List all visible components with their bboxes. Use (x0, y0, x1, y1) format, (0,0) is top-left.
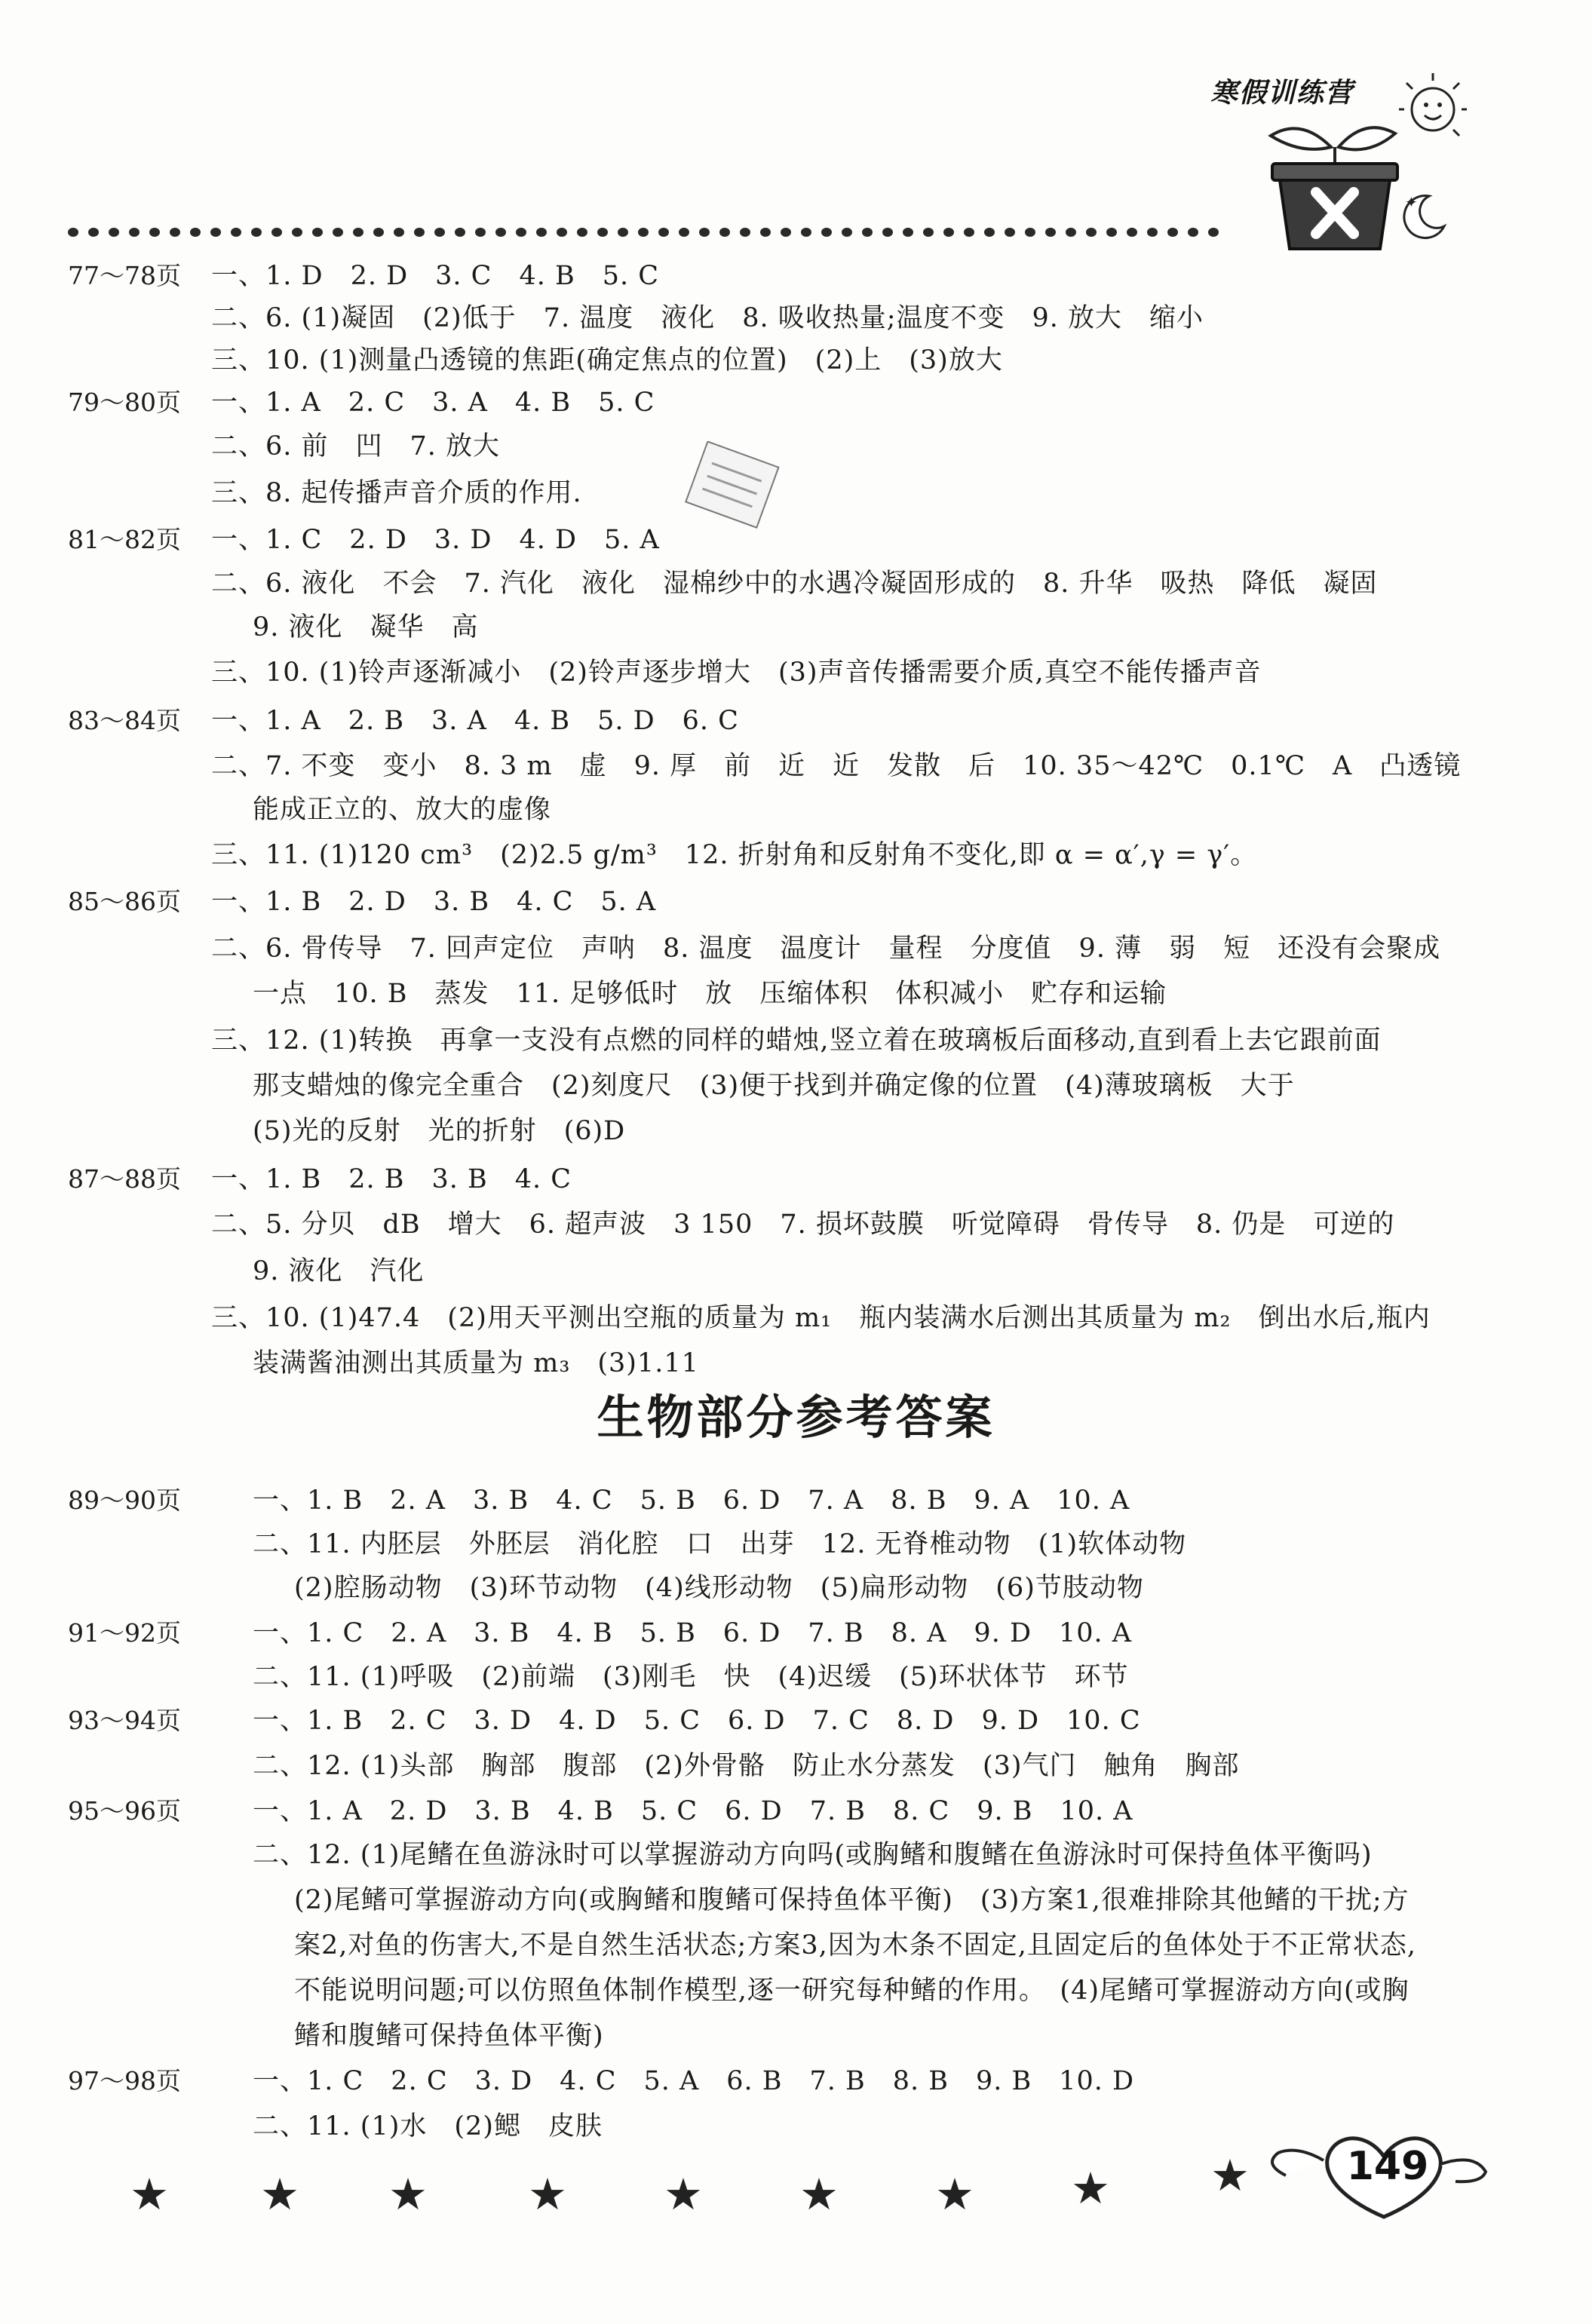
stamp-decoration (679, 441, 784, 532)
page-range-label: 95～96页 (68, 1796, 181, 1826)
divider-dot (455, 228, 465, 237)
divider-dot (68, 228, 78, 237)
divider-dot (1086, 228, 1097, 237)
divider-dot (1208, 228, 1219, 237)
divider-dot (1045, 228, 1056, 237)
divider-dot (210, 228, 221, 237)
divider-dot (536, 228, 547, 237)
divider-dot (495, 228, 506, 237)
answer-line: 三、11. (1)120 cm³ (2)2.5 g/m³ 12. 折射角和反射角不变化,即 α = α′,γ = γ′。 (211, 840, 1258, 870)
star-icon: ★ (799, 2169, 839, 2220)
page-range-label: 85～86页 (68, 887, 181, 916)
divider-dot (618, 228, 628, 237)
answer-line: 二、12. (1)尾鳍在鱼游泳时可以掌握游动方向吗(或胸鳍和腹鳍在鱼游泳时可保持鱼体平衡吗) (253, 1840, 1373, 1870)
divider-dot (292, 228, 302, 237)
page-range-label: 97～98页 (68, 2066, 181, 2096)
answer-line: 一、1. B 2. C 3. D 4. D 5. C 6. D 7. C 8. D 9. D 10. C (253, 1706, 1141, 1736)
answer-line: 鳍和腹鳍可保持鱼体平衡) (294, 2021, 604, 2051)
divider-dot (964, 228, 974, 237)
page-range-label: 81～82页 (68, 525, 181, 554)
star-icon: ★ (1071, 2163, 1110, 2214)
divider-dot (312, 228, 323, 237)
answer-line: 一、1. A 2. B 3. A 4. B 5. D 6. C (211, 706, 739, 736)
answer-line: 一、1. C 2. C 3. D 4. C 5. A 6. B 7. B 8. B 9. B 10. D (253, 2066, 1135, 2096)
divider-dot (781, 228, 791, 237)
answer-line: 一、1. A 2. C 3. A 4. B 5. C (211, 388, 655, 418)
answer-line: 能成正立的、放大的虚像 (253, 795, 552, 825)
divider-dot (1005, 228, 1015, 237)
answer-line: 一、1. B 2. B 3. B 4. C (211, 1164, 572, 1194)
divider-dot (271, 228, 282, 237)
answer-line: 案2,对鱼的伤害大,不是自然生活状态;方案3,因为木条不固定,且固定后的鱼体处于不正常状态, (294, 1930, 1416, 1961)
divider-dot (1188, 228, 1198, 237)
star-icon: ★ (388, 2169, 428, 2220)
answer-line: 三、10. (1)47.4 (2)用天平测出空瓶的质量为 m₁ 瓶内装满水后测出其质量为 m₂ 倒出水后,瓶内 (211, 1303, 1431, 1333)
divider-dot (557, 228, 567, 237)
answer-line: 三、10. (1)测量凸透镜的焦距(确定焦点的位置) (2)上 (3)放大 (211, 345, 1003, 376)
divider-dot (353, 228, 363, 237)
answer-line: 一、1. A 2. D 3. B 4. B 5. C 6. D 7. B 8. C 9. B 10. A (253, 1796, 1133, 1826)
answer-line: 二、11. 内胚层 外胚层 消化腔 口 出芽 12. 无脊椎动物 (1)软体动物 (253, 1529, 1187, 1559)
svg-text:✦: ✦ (1405, 193, 1418, 211)
answer-line: (5)光的反射 光的折射 (6)D (253, 1116, 626, 1146)
star-icon: ★ (1210, 2150, 1250, 2201)
answer-line: 二、6. (1)凝固 (2)低于 7. 温度 液化 8. 吸收热量;温度不变 9. 放大 缩小 (211, 303, 1204, 333)
answer-line: 三、12. (1)转换 再拿一支没有点燃的同样的蜡烛,竖立着在玻璃板后面移动,直到看上去它跟前面 (211, 1026, 1382, 1056)
divider-dot (251, 228, 262, 237)
answer-line: (2)腔肠动物 (3)环节动物 (4)线形动物 (5)扁形动物 (6)节肢动物 (294, 1573, 1144, 1603)
dotted-divider (68, 225, 1229, 243)
page-range-label: 79～80页 (68, 388, 181, 417)
divider-dot (170, 228, 180, 237)
divider-dot (333, 228, 343, 237)
answer-line: 一、1. C 2. D 3. D 4. D 5. A (211, 525, 660, 555)
divider-dot (1127, 228, 1137, 237)
answer-line: 三、8. 起传播声音介质的作用. (211, 478, 582, 508)
answer-line: 三、10. (1)铃声逐渐减小 (2)铃声逐步增大 (3)声音传播需要介质,真空不能传播声音 (211, 658, 1262, 688)
divider-dot (1167, 228, 1178, 237)
divider-dot (923, 228, 934, 237)
divider-dot (597, 228, 608, 237)
divider-dot (1147, 228, 1158, 237)
divider-dot (373, 228, 384, 237)
answer-line: 一、1. C 2. A 3. B 4. B 5. B 6. D 7. B 8. A 9. D 10. A (253, 1618, 1133, 1648)
divider-dot (1106, 228, 1117, 237)
page-number-badge (1256, 2123, 1497, 2228)
divider-dot (801, 228, 811, 237)
divider-dot (760, 228, 771, 237)
divider-dot (699, 228, 710, 237)
divider-dot (984, 228, 995, 237)
answer-line: 一、1. B 2. A 3. B 4. C 5. B 6. D 7. A 8. B 9. A 10. A (253, 1485, 1130, 1516)
divider-dot (842, 228, 852, 237)
divider-dot (719, 228, 730, 237)
divider-dot (231, 228, 241, 237)
section-title: 生物部分参考答案 (597, 1390, 995, 1445)
divider-dot (129, 228, 140, 237)
divider-dot (516, 228, 526, 237)
divider-dot (821, 228, 832, 237)
page-number: 149 (1346, 2144, 1429, 2189)
divider-dot (882, 228, 893, 237)
page-range-label: 93～94页 (68, 1706, 181, 1735)
answer-line: 二、5. 分贝 dB 增大 6. 超声波 3 150 7. 损坏鼓膜 听觉障碍 骨传导 8. 仍是 可逆的 (211, 1210, 1395, 1240)
answer-line: 二、11. (1)呼吸 (2)前端 (3)刚毛 快 (4)迟缓 (5)环状体节 环节 (253, 1662, 1129, 1692)
divider-dot (394, 228, 404, 237)
answer-line: 二、6. 骨传导 7. 回声定位 声呐 8. 温度 温度计 量程 分度值 9. 薄 弱 短 还没有会聚成 (211, 934, 1441, 964)
answer-line: 二、11. (1)水 (2)鳃 皮肤 (253, 2111, 603, 2142)
divider-dot (149, 228, 160, 237)
answer-line: 那支蜡烛的像完全重合 (2)刻度尺 (3)便于找到并确定像的位置 (4)薄玻璃板 大于 (253, 1071, 1295, 1101)
star-icon: ★ (528, 2169, 567, 2220)
divider-dot (190, 228, 201, 237)
page-range-label: 91～92页 (68, 1618, 181, 1648)
logo-text: 寒假训练营 (1210, 78, 1354, 109)
answer-line: 一、1. D 2. D 3. C 4. B 5. C (211, 261, 659, 291)
divider-dot (434, 228, 445, 237)
divider-dot (658, 228, 669, 237)
divider-dot (943, 228, 954, 237)
answer-line: (2)尾鳍可掌握游动方向(或胸鳍和腹鳍可保持鱼体平衡) (3)方案1,很难排除其他鳍的干扰;方 (294, 1885, 1409, 1915)
answer-line: 装满酱油测出其质量为 m₃ (3)1.11 (253, 1348, 699, 1378)
page-range-label: 77～78页 (68, 261, 181, 290)
divider-dot (679, 228, 689, 237)
page-range-label: 83～84页 (68, 706, 181, 735)
divider-dot (638, 228, 649, 237)
divider-dot (1066, 228, 1076, 237)
divider-dot (862, 228, 873, 237)
answer-line: 二、12. (1)头部 胸部 腹部 (2)外骨骼 防止水分蒸发 (3)气门 触角 胸部 (253, 1751, 1240, 1781)
answer-line: 二、6. 前 凹 7. 放大 (211, 431, 501, 461)
answer-line: 9. 液化 汽化 (253, 1256, 425, 1286)
divider-dot (740, 228, 750, 237)
divider-dot (1025, 228, 1035, 237)
answer-line: 二、6. 液化 不会 7. 汽化 液化 湿棉纱中的水遇冷凝固形成的 8. 升华 吸热 降低 凝固 (211, 569, 1378, 599)
divider-dot (475, 228, 486, 237)
star-icon: ★ (935, 2169, 974, 2220)
divider-dot (88, 228, 99, 237)
star-icon: ★ (664, 2169, 703, 2220)
header-logo (1210, 64, 1467, 260)
star-icon: ★ (130, 2169, 169, 2220)
answer-line: 一点 10. B 蒸发 11. 足够低时 放 压缩体积 体积减小 贮存和运输 (253, 979, 1167, 1009)
page-range-label: 89～90页 (68, 1485, 181, 1515)
answer-line: 不能说明问题;可以仿照鱼体制作模型,逐一研究每种鳍的作用。 (4)尾鳍可掌握游动方向(或胸 (294, 1976, 1409, 2006)
star-icon: ★ (260, 2169, 299, 2220)
answer-line: 一、1. B 2. D 3. B 4. C 5. A (211, 887, 657, 917)
divider-dot (577, 228, 587, 237)
divider-dot (414, 228, 425, 237)
divider-dot (109, 228, 119, 237)
divider-dot (903, 228, 913, 237)
answer-line: 二、7. 不变 变小 8. 3 m 虚 9. 厚 前 近 近 发散 后 10. 35～42℃ 0.1℃ A 凸透镜 (211, 751, 1462, 781)
answer-line: 9. 液化 凝华 高 (253, 612, 479, 642)
page-range-label: 87～88页 (68, 1164, 181, 1194)
